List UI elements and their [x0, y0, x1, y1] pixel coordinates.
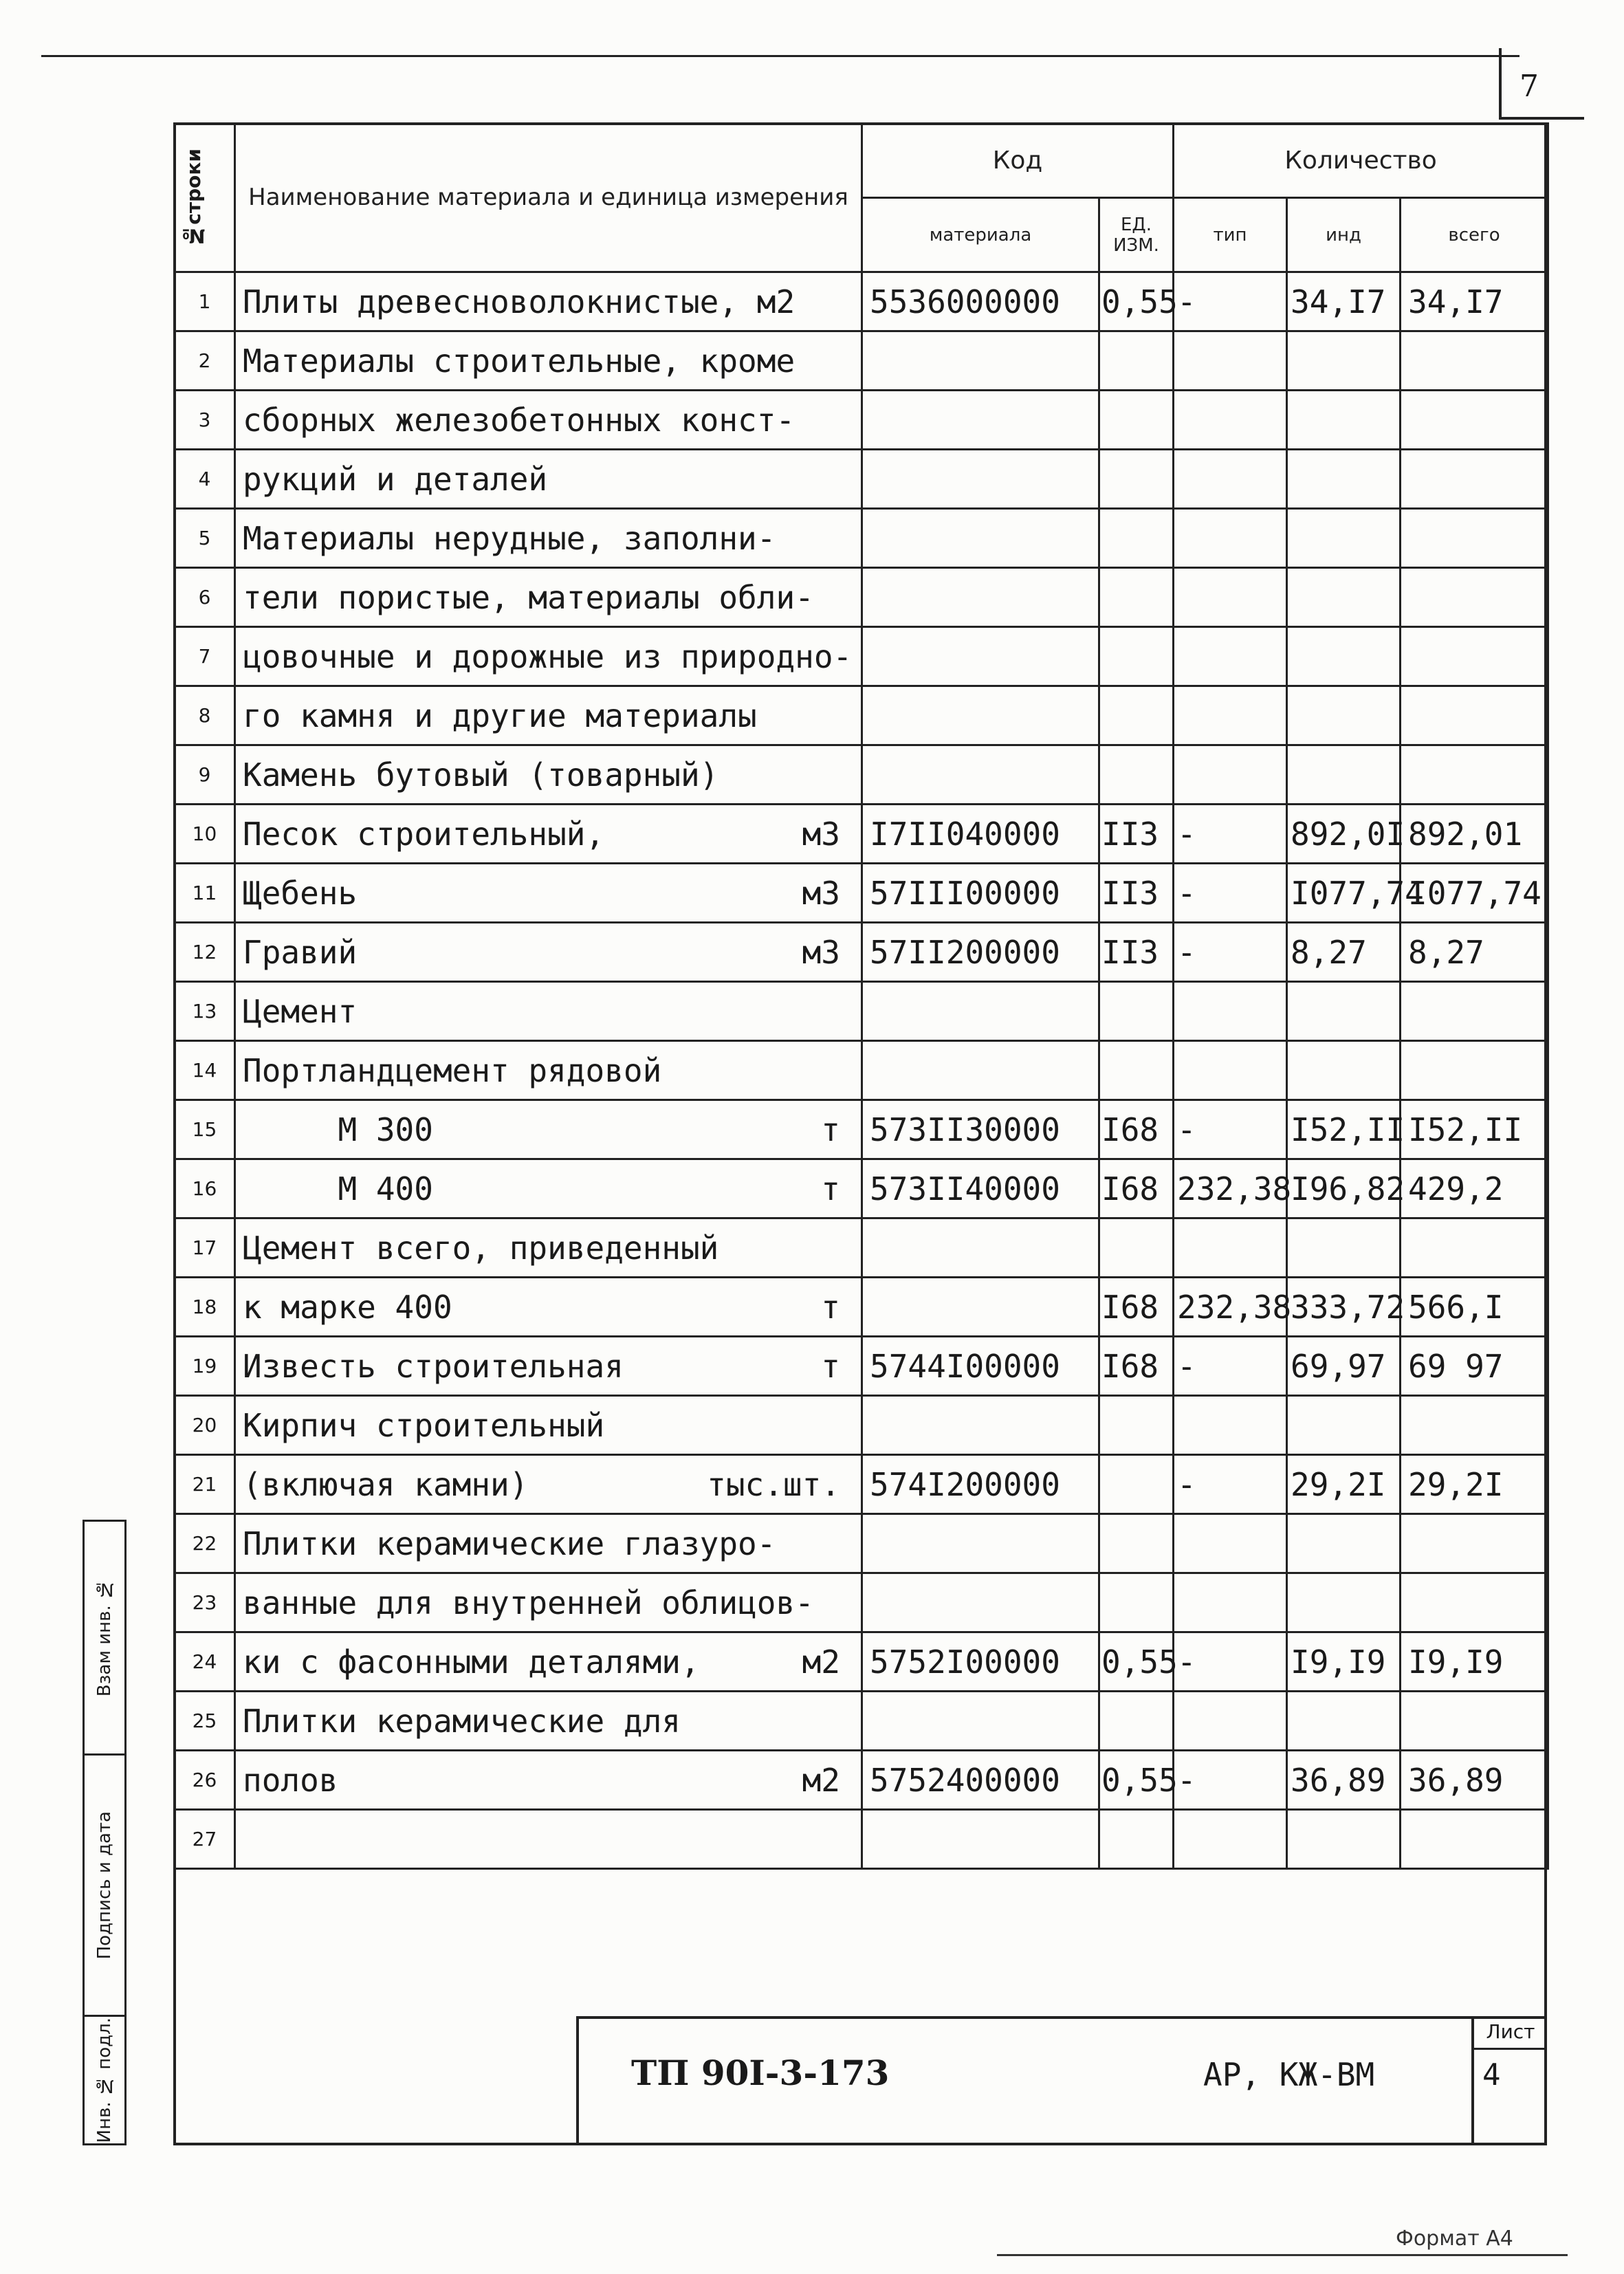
row-qty-ind: 29,2I: [1287, 1455, 1401, 1514]
row-name: [235, 1100, 862, 1159]
row-qty-total: 29,2I: [1401, 1455, 1548, 1514]
row-qty-ind: [1287, 1218, 1401, 1278]
title-block-section: АР, КЖ-ВМ: [1203, 2056, 1375, 2093]
row-name-text: ванные для внутренней облицов-: [243, 1584, 814, 1621]
row-qty-ind: [1287, 1514, 1401, 1573]
row-code: [862, 1810, 1099, 1869]
table-row: [175, 686, 1548, 745]
row-number: 14: [175, 1041, 235, 1100]
row-number: 22: [175, 1514, 235, 1573]
row-number: 9: [175, 745, 235, 805]
row-name-text: Камень бутовый (товарный): [243, 756, 719, 794]
row-name-text: Гравий: [243, 933, 358, 971]
row-code: [862, 1396, 1099, 1455]
row-unit-code: [1099, 982, 1174, 1041]
row-qty-type: [1174, 509, 1287, 568]
table-row: [175, 923, 1548, 982]
row-qty-ind: 36,89: [1287, 1751, 1401, 1810]
row-number: 25: [175, 1692, 235, 1751]
row-name: [235, 391, 862, 450]
table-row: [175, 509, 1548, 568]
sheet-label: Лист: [1474, 2016, 1547, 2050]
row-qty-total: [1401, 331, 1548, 391]
row-unit-code: II3: [1099, 805, 1174, 864]
table-row: [175, 745, 1548, 805]
row-name-text: М 400: [243, 1170, 433, 1207]
row-name: [235, 864, 862, 923]
row-qty-total: 429,2: [1401, 1159, 1548, 1218]
side-stamp-vzam: Взам инв. №: [85, 1522, 124, 1756]
row-number: 1: [175, 272, 235, 331]
row-name-text: М 300: [243, 1111, 433, 1148]
row-name-text: Цемент: [243, 992, 358, 1030]
row-unit: м2: [802, 1643, 840, 1681]
row-number: 20: [175, 1396, 235, 1455]
table-row: [175, 1573, 1548, 1632]
row-code: [862, 331, 1099, 391]
row-code: [862, 1041, 1099, 1100]
row-number: 4: [175, 450, 235, 509]
row-name: [235, 1159, 862, 1218]
table-row: [175, 627, 1548, 686]
row-qty-total: 36,89: [1401, 1751, 1548, 1810]
materials-table: [173, 122, 1549, 1870]
row-qty-type: -: [1174, 272, 1287, 331]
row-name: [235, 1455, 862, 1514]
row-name-text: Портландцемент рядовой: [243, 1051, 662, 1089]
row-name: [235, 923, 862, 982]
row-name-text: Щебень: [243, 874, 358, 912]
row-name: [235, 686, 862, 745]
row-qty-total: 566,I: [1401, 1278, 1548, 1337]
row-unit-code: [1099, 568, 1174, 627]
table-row: [175, 391, 1548, 450]
row-name-text: цовочные и дорожные из природно-: [243, 637, 853, 675]
table-row: [175, 1159, 1548, 1218]
row-qty-ind: [1287, 1573, 1401, 1632]
row-qty-type: -: [1174, 1455, 1287, 1514]
row-unit-code: I68: [1099, 1159, 1174, 1218]
row-qty-type: [1174, 450, 1287, 509]
row-name-text: сборных железобетонных конст-: [243, 401, 795, 439]
table-row: [175, 805, 1548, 864]
row-unit-code: [1099, 509, 1174, 568]
row-name: [235, 1218, 862, 1278]
row-unit-code: [1099, 1573, 1174, 1632]
table-row: [175, 1218, 1548, 1278]
row-name: [235, 1632, 862, 1692]
row-name-text: Цемент всего, приведенный: [243, 1229, 719, 1267]
table-row: [175, 1455, 1548, 1514]
row-qty-total: [1401, 1573, 1548, 1632]
row-name-text: Плитки керамические глазуро-: [243, 1524, 776, 1562]
table-row: [175, 1396, 1548, 1455]
side-stamp: [83, 1520, 127, 2145]
row-unit: м3: [802, 933, 840, 971]
side-stamp-inv-podl: Инв. № подл.: [94, 2017, 115, 2143]
row-unit: т: [821, 1288, 840, 1326]
row-qty-type: [1174, 1810, 1287, 1869]
row-unit: т: [821, 1111, 840, 1148]
row-number: 6: [175, 568, 235, 627]
row-qty-ind: [1287, 745, 1401, 805]
row-unit-code: II3: [1099, 923, 1174, 982]
row-name: [235, 509, 862, 568]
row-number: 26: [175, 1751, 235, 1810]
row-qty-total: [1401, 627, 1548, 686]
row-code: [862, 745, 1099, 805]
row-code: I7II040000: [862, 805, 1099, 864]
row-unit-code: [1099, 331, 1174, 391]
row-qty-ind: [1287, 1041, 1401, 1100]
table-row: [175, 982, 1548, 1041]
row-qty-type: [1174, 1692, 1287, 1751]
row-qty-type: 232,38: [1174, 1159, 1287, 1218]
row-name-text: рукций и деталей: [243, 460, 548, 498]
row-qty-ind: [1287, 509, 1401, 568]
row-qty-total: [1401, 1396, 1548, 1455]
row-name: [235, 1041, 862, 1100]
row-qty-type: [1174, 568, 1287, 627]
sheet-value: 4: [1482, 2057, 1501, 2092]
row-name-text: (включая камни): [243, 1465, 529, 1503]
page-number-box: [1499, 48, 1584, 120]
row-qty-ind: 892,0I: [1287, 805, 1401, 864]
row-number: 5: [175, 509, 235, 568]
row-unit-code: II3: [1099, 864, 1174, 923]
row-code: 574I200000: [862, 1455, 1099, 1514]
table-row: [175, 1810, 1548, 1869]
row-number: 17: [175, 1218, 235, 1278]
row-qty-type: -: [1174, 923, 1287, 982]
row-qty-ind: [1287, 450, 1401, 509]
row-code: [862, 686, 1099, 745]
row-qty-type: [1174, 1396, 1287, 1455]
header-row-number: №строки: [175, 124, 235, 272]
row-name: [235, 272, 862, 331]
row-qty-type: [1174, 331, 1287, 391]
row-qty-type: [1174, 745, 1287, 805]
row-unit: м2: [802, 1761, 840, 1799]
row-qty-total: [1401, 450, 1548, 509]
row-qty-type: [1174, 391, 1287, 450]
row-qty-ind: [1287, 391, 1401, 450]
row-number: 2: [175, 331, 235, 391]
row-number: 27: [175, 1810, 235, 1869]
row-unit: т: [821, 1170, 840, 1207]
row-name: [235, 1278, 862, 1337]
row-qty-type: [1174, 1041, 1287, 1100]
row-name-text: полов: [243, 1761, 338, 1799]
row-code: [862, 1692, 1099, 1751]
row-code: 573II40000: [862, 1159, 1099, 1218]
row-qty-type: [1174, 686, 1287, 745]
row-number: 3: [175, 391, 235, 450]
row-code: [862, 1514, 1099, 1573]
row-unit-code: [1099, 1514, 1174, 1573]
row-code: [862, 982, 1099, 1041]
row-qty-total: [1401, 568, 1548, 627]
row-qty-type: -: [1174, 864, 1287, 923]
table-row: [175, 1100, 1548, 1159]
row-qty-total: [1401, 391, 1548, 450]
row-code: 5752I00000: [862, 1632, 1099, 1692]
row-qty-total: [1401, 509, 1548, 568]
row-qty-ind: I077,74: [1287, 864, 1401, 923]
row-name: [235, 627, 862, 686]
row-name-text: го камня и другие материалы: [243, 697, 757, 734]
table-row: [175, 272, 1548, 331]
row-code: [862, 568, 1099, 627]
row-name-text: тели пористые, материалы обли-: [243, 578, 814, 616]
row-unit-code: I68: [1099, 1100, 1174, 1159]
row-code: [862, 391, 1099, 450]
row-code: [862, 1218, 1099, 1278]
row-qty-ind: I96,82: [1287, 1159, 1401, 1218]
row-qty-type: -: [1174, 1337, 1287, 1396]
row-unit-code: [1099, 1041, 1174, 1100]
row-name: [235, 1692, 862, 1751]
row-name: [235, 450, 862, 509]
row-number: 12: [175, 923, 235, 982]
row-qty-total: [1401, 1692, 1548, 1751]
row-number: 7: [175, 627, 235, 686]
row-unit-code: I68: [1099, 1337, 1174, 1396]
row-qty-total: I52,II: [1401, 1100, 1548, 1159]
footer-line: [997, 2254, 1568, 2256]
row-name-text: Плитки керамические для: [243, 1702, 681, 1740]
row-name: [235, 331, 862, 391]
row-qty-type: -: [1174, 1100, 1287, 1159]
row-qty-ind: [1287, 331, 1401, 391]
row-unit-code: 0,55: [1099, 1751, 1174, 1810]
row-name: [235, 745, 862, 805]
row-code: 573II30000: [862, 1100, 1099, 1159]
top-border-line: [41, 55, 1519, 57]
row-name: [235, 805, 862, 864]
row-code: 5744I00000: [862, 1337, 1099, 1396]
row-qty-ind: [1287, 686, 1401, 745]
row-qty-type: [1174, 1218, 1287, 1278]
header-code-unit: ЕД. ИЗМ.: [1099, 198, 1174, 272]
row-unit: т: [821, 1347, 840, 1385]
row-qty-ind: 333,72: [1287, 1278, 1401, 1337]
table-row: [175, 450, 1548, 509]
row-qty-ind: [1287, 627, 1401, 686]
row-code: 5536000000: [862, 272, 1099, 331]
row-qty-type: 232,38: [1174, 1278, 1287, 1337]
row-name: [235, 1810, 862, 1869]
row-qty-ind: 69,97: [1287, 1337, 1401, 1396]
row-unit-code: 0,55: [1099, 272, 1174, 331]
row-qty-type: [1174, 982, 1287, 1041]
row-qty-ind: [1287, 1810, 1401, 1869]
row-qty-total: [1401, 1041, 1548, 1100]
row-qty-type: [1174, 1573, 1287, 1632]
table-row: [175, 1751, 1548, 1810]
row-unit-code: [1099, 686, 1174, 745]
row-qty-type: -: [1174, 805, 1287, 864]
row-qty-total: 892,01: [1401, 805, 1548, 864]
row-code: 5752400000: [862, 1751, 1099, 1810]
title-block-sheet: [1471, 2016, 1547, 2145]
row-unit: м3: [802, 815, 840, 853]
row-number: 15: [175, 1100, 235, 1159]
table-row: [175, 568, 1548, 627]
row-name: [235, 1514, 862, 1573]
row-code: 57II200000: [862, 923, 1099, 982]
row-qty-type: [1174, 1514, 1287, 1573]
row-code: [862, 627, 1099, 686]
row-unit-code: 0,55: [1099, 1632, 1174, 1692]
row-qty-type: -: [1174, 1632, 1287, 1692]
header-quantity-group: Количество: [1174, 124, 1548, 198]
side-stamp-podpis: Подпись и дата: [85, 1756, 124, 2017]
row-name-text: к марке 400: [243, 1288, 452, 1326]
row-name: [235, 1337, 862, 1396]
row-qty-ind: 8,27: [1287, 923, 1401, 982]
row-name-text: Кирпич строительный: [243, 1406, 605, 1444]
row-qty-total: [1401, 982, 1548, 1041]
row-number: 11: [175, 864, 235, 923]
row-number: 19: [175, 1337, 235, 1396]
header-qty-ind: инд: [1287, 198, 1401, 272]
row-unit-code: [1099, 1810, 1174, 1869]
row-name-text: Плиты древесноволокнистые, м2: [243, 283, 795, 320]
row-name-text: Материалы строительные, кроме: [243, 342, 795, 380]
row-qty-ind: [1287, 1396, 1401, 1455]
row-unit-code: [1099, 1692, 1174, 1751]
row-name-text: ки с фасонными деталями,: [243, 1643, 700, 1681]
row-code: 57III00000: [862, 864, 1099, 923]
row-qty-ind: I52,II: [1287, 1100, 1401, 1159]
row-number: 23: [175, 1573, 235, 1632]
footer-format: Формат А4: [1396, 2227, 1513, 2251]
row-number: 13: [175, 982, 235, 1041]
row-unit-code: [1099, 391, 1174, 450]
row-number: 8: [175, 686, 235, 745]
row-unit-code: [1099, 450, 1174, 509]
row-qty-type: [1174, 627, 1287, 686]
header-code-group: Код: [862, 124, 1174, 198]
row-code: [862, 1278, 1099, 1337]
table-row: [175, 1278, 1548, 1337]
header-name: Наименование материала и единица измерения: [235, 124, 862, 272]
row-qty-ind: [1287, 982, 1401, 1041]
row-qty-ind: [1287, 568, 1401, 627]
row-qty-total: I077,74: [1401, 864, 1548, 923]
row-qty-total: [1401, 745, 1548, 805]
title-block-code: ТП 90I-3-173: [631, 2053, 890, 2093]
row-qty-type: -: [1174, 1751, 1287, 1810]
row-unit-code: [1099, 627, 1174, 686]
row-code: [862, 509, 1099, 568]
row-name-text: Известь строительная: [243, 1347, 624, 1385]
row-qty-ind: [1287, 1692, 1401, 1751]
header-qty-total: всего: [1401, 198, 1548, 272]
header-code-material: материала: [862, 198, 1099, 272]
page-number: 7: [1519, 69, 1539, 104]
row-unit-code: [1099, 1396, 1174, 1455]
row-unit-code: I68: [1099, 1278, 1174, 1337]
table-row: [175, 1514, 1548, 1573]
row-number: 16: [175, 1159, 235, 1218]
table-row: [175, 331, 1548, 391]
row-qty-total: [1401, 1810, 1548, 1869]
table-row: [175, 1632, 1548, 1692]
row-qty-total: [1401, 1514, 1548, 1573]
row-unit: тыс.шт.: [707, 1465, 840, 1503]
row-name-text: Песок строительный,: [243, 815, 605, 853]
table-row: [175, 1337, 1548, 1396]
row-number: 21: [175, 1455, 235, 1514]
row-name-text: Материалы нерудные, заполни-: [243, 519, 776, 557]
row-qty-total: 34,I7: [1401, 272, 1548, 331]
row-number: 10: [175, 805, 235, 864]
row-unit-code: [1099, 1218, 1174, 1278]
row-unit: м3: [802, 874, 840, 912]
header-qty-type: тип: [1174, 198, 1287, 272]
row-qty-total: [1401, 1218, 1548, 1278]
row-number: 24: [175, 1632, 235, 1692]
row-code: [862, 450, 1099, 509]
table-row: [175, 1041, 1548, 1100]
row-name: [235, 1751, 862, 1810]
table-row: [175, 1692, 1548, 1751]
row-number: 18: [175, 1278, 235, 1337]
table-row: [175, 864, 1548, 923]
row-name: [235, 568, 862, 627]
row-name: [235, 982, 862, 1041]
row-qty-total: I9,I9: [1401, 1632, 1548, 1692]
row-code: [862, 1573, 1099, 1632]
row-name: [235, 1396, 862, 1455]
row-qty-total: 69 97: [1401, 1337, 1548, 1396]
table-body: [175, 272, 1548, 1869]
row-qty-total: [1401, 686, 1548, 745]
row-qty-total: 8,27: [1401, 923, 1548, 982]
row-name: [235, 1573, 862, 1632]
row-unit-code: [1099, 1455, 1174, 1514]
row-qty-ind: I9,I9: [1287, 1632, 1401, 1692]
row-qty-ind: 34,I7: [1287, 272, 1401, 331]
row-unit-code: [1099, 745, 1174, 805]
